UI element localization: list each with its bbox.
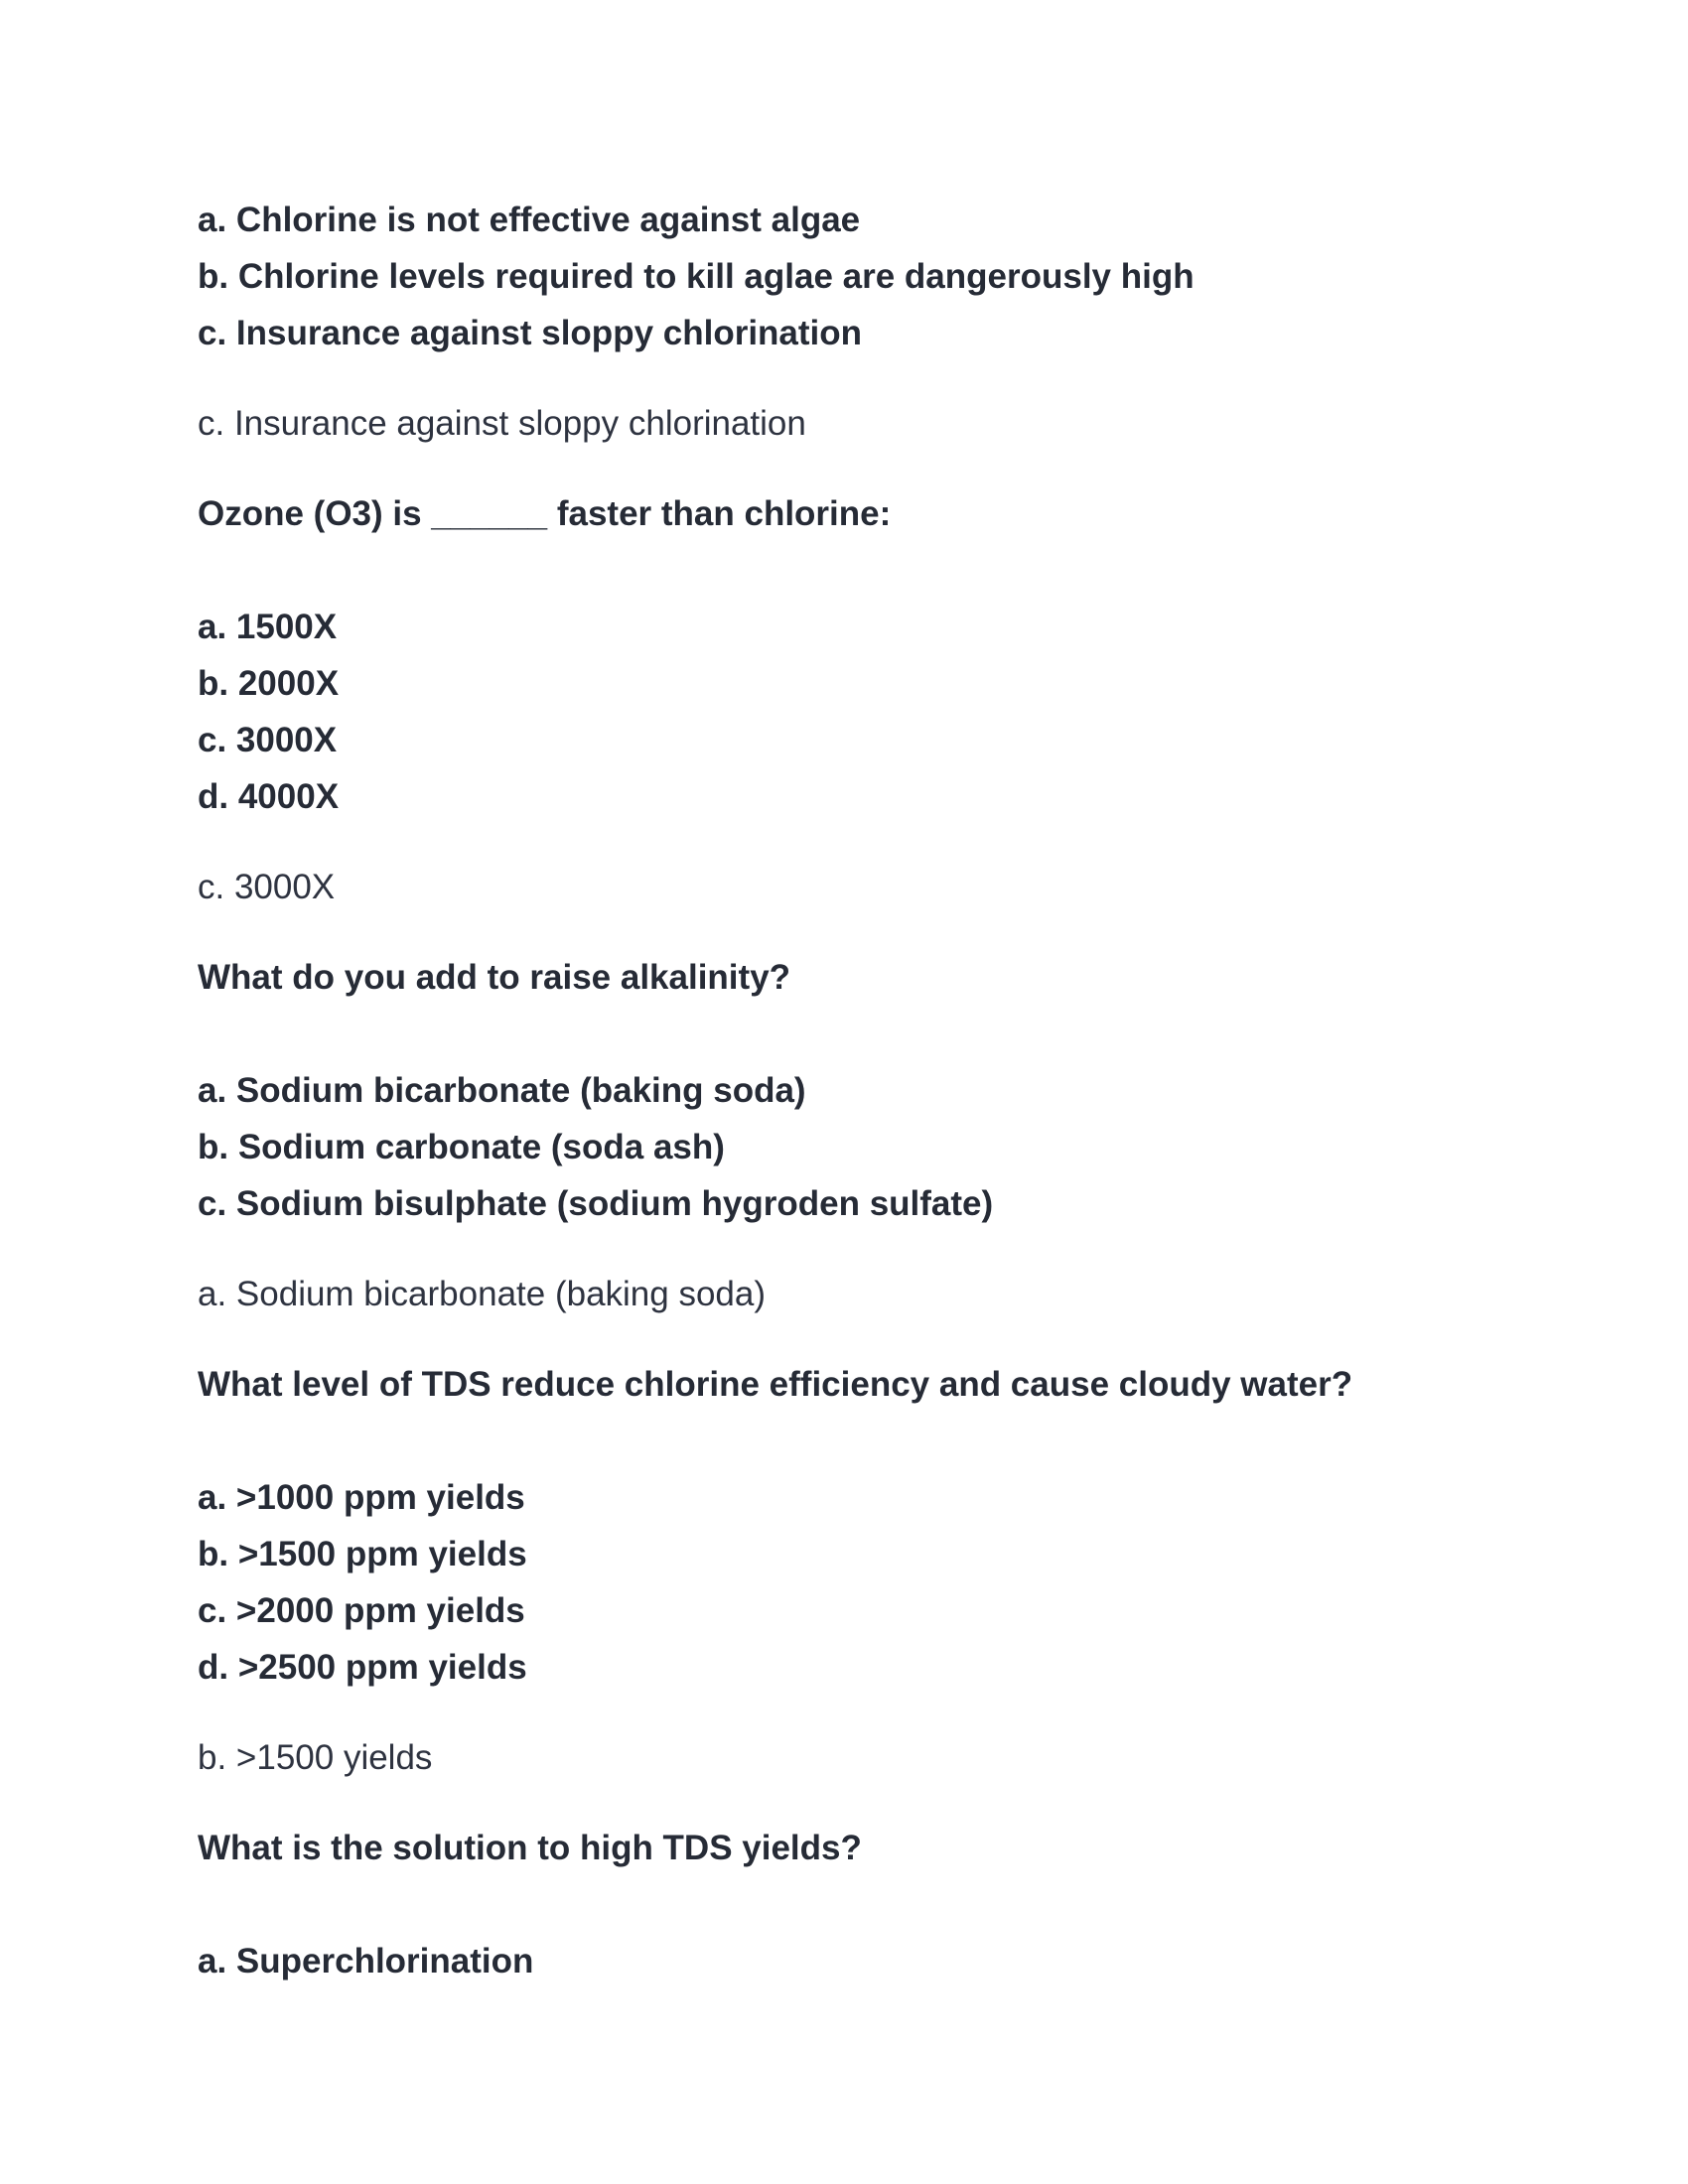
question-text: What is the solution to high TDS yields? <box>198 1829 862 1867</box>
option: a. Superchlorination <box>198 1942 534 1980</box>
option: d. 4000X <box>198 777 340 816</box>
option: d. >2500 ppm yields <box>198 1648 527 1687</box>
question-block <box>198 1356 1528 1820</box>
question-block <box>198 192 1528 485</box>
question-block <box>198 485 1528 949</box>
option: b. >1500 ppm yields <box>198 1535 527 1573</box>
option: c. 3000X <box>198 721 338 759</box>
option: c. >2000 ppm yields <box>198 1591 525 1630</box>
question-block <box>198 949 1528 1356</box>
option: a. Chlorine is not effective against algae <box>198 201 861 239</box>
answer-text: a. Sodium bicarbonate (baking soda) <box>198 1275 767 1313</box>
answer-text: c. 3000X <box>198 868 336 906</box>
option: b. Sodium carbonate (soda ash) <box>198 1128 725 1166</box>
option: a. Sodium bicarbonate (baking soda) <box>198 1071 806 1110</box>
answer-text: c. Insurance against sloppy chlorination <box>198 404 806 443</box>
document-page <box>198 192 1528 1989</box>
option: c. Insurance against sloppy chlorination <box>198 314 863 352</box>
question-text: What do you add to raise alkalinity? <box>198 958 791 997</box>
option: a. >1000 ppm yields <box>198 1478 525 1517</box>
option: b. 2000X <box>198 664 340 703</box>
option: c. Sodium bisulphate (sodium hygroden sulfate) <box>198 1184 994 1223</box>
option: b. Chlorine levels required to kill aglae are dangerously high <box>198 257 1195 296</box>
question-text: What level of TDS reduce chlorine efficiency and cause cloudy water? <box>198 1365 1353 1404</box>
answer-text: b. >1500 yields <box>198 1738 433 1777</box>
question-text: Ozone (O3) is ______ faster than chlorine: <box>198 494 892 533</box>
option: a. 1500X <box>198 608 338 646</box>
question-block <box>198 1820 1528 1989</box>
